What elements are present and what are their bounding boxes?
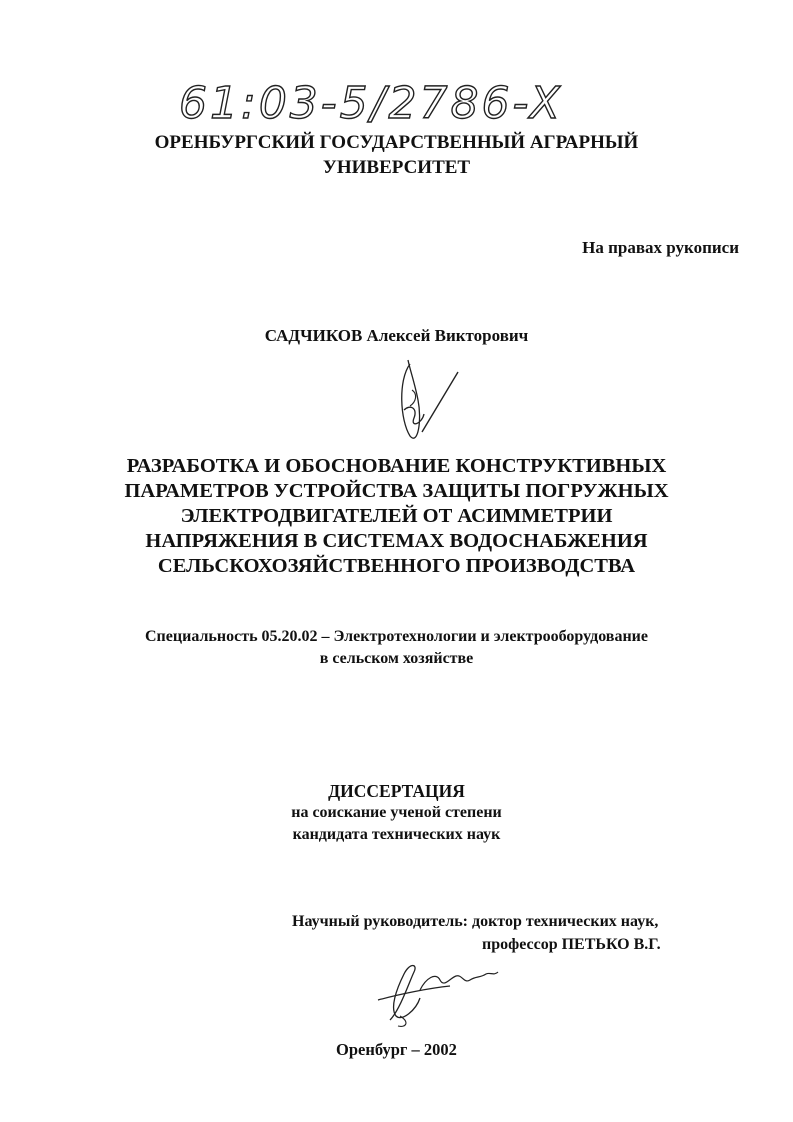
specialty-block bbox=[0, 626, 793, 670]
university-line-2: УНИВЕРСИТЕТ bbox=[322, 157, 471, 178]
supervisor-line-2: профессор ПЕТЬКО В.Г. bbox=[482, 936, 661, 953]
handwritten-code-drawing bbox=[175, 72, 575, 136]
thesis-type: ДИССЕРТАЦИЯ bbox=[328, 781, 465, 801]
supervisor-signature bbox=[370, 950, 510, 1030]
thesis-line-3: кандидата технических наук bbox=[292, 826, 501, 843]
specialty-line-2: в сельском хозяйстве bbox=[319, 650, 474, 667]
author-signature bbox=[388, 350, 468, 450]
handwritten-code-text: 61:03-5/2786-X bbox=[179, 78, 563, 129]
title-line: ЭЛЕКТРОДВИГАТЕЛЕЙ ОТ АСИММЕТРИИ bbox=[180, 505, 613, 527]
supervisor-line-1: Научный руководитель: доктор технических наук, bbox=[292, 913, 659, 930]
thesis-block bbox=[0, 780, 793, 846]
dissertation-title bbox=[0, 454, 793, 579]
author-signature-drawing bbox=[388, 350, 468, 450]
university-line-1: ОРЕНБУРГСКИЙ ГОСУДАРСТВЕННЫЙ АГРАРНЫЙ bbox=[154, 132, 639, 153]
specialty-line-1: Специальность 05.20.02 – Электротехнологии и электрооборудование bbox=[145, 628, 648, 645]
supervisor-signature-drawing bbox=[370, 950, 510, 1030]
author-name: САДЧИКОВ Алексей Викторович bbox=[264, 326, 529, 345]
title-line: СЕЛЬСКОХОЗЯЙСТВЕННОГО ПРОИЗВОДСТВА bbox=[157, 555, 636, 577]
handwritten-archive-code bbox=[175, 72, 575, 136]
title-line: ПАРАМЕТРОВ УСТРОЙСТВА ЗАЩИТЫ ПОГРУЖНЫХ bbox=[124, 480, 669, 502]
thesis-line-2: на соискание ученой степени bbox=[291, 804, 502, 821]
university-name bbox=[0, 130, 793, 180]
title-line: НАПРЯЖЕНИЯ В СИСТЕМАХ ВОДОСНАБЖЕНИЯ bbox=[145, 530, 648, 552]
rights-note: На правах рукописи bbox=[582, 238, 739, 257]
city-year: Оренбург – 2002 bbox=[336, 1040, 457, 1059]
title-line: РАЗРАБОТКА И ОБОСНОВАНИЕ КОНСТРУКТИВНЫХ bbox=[126, 455, 667, 477]
